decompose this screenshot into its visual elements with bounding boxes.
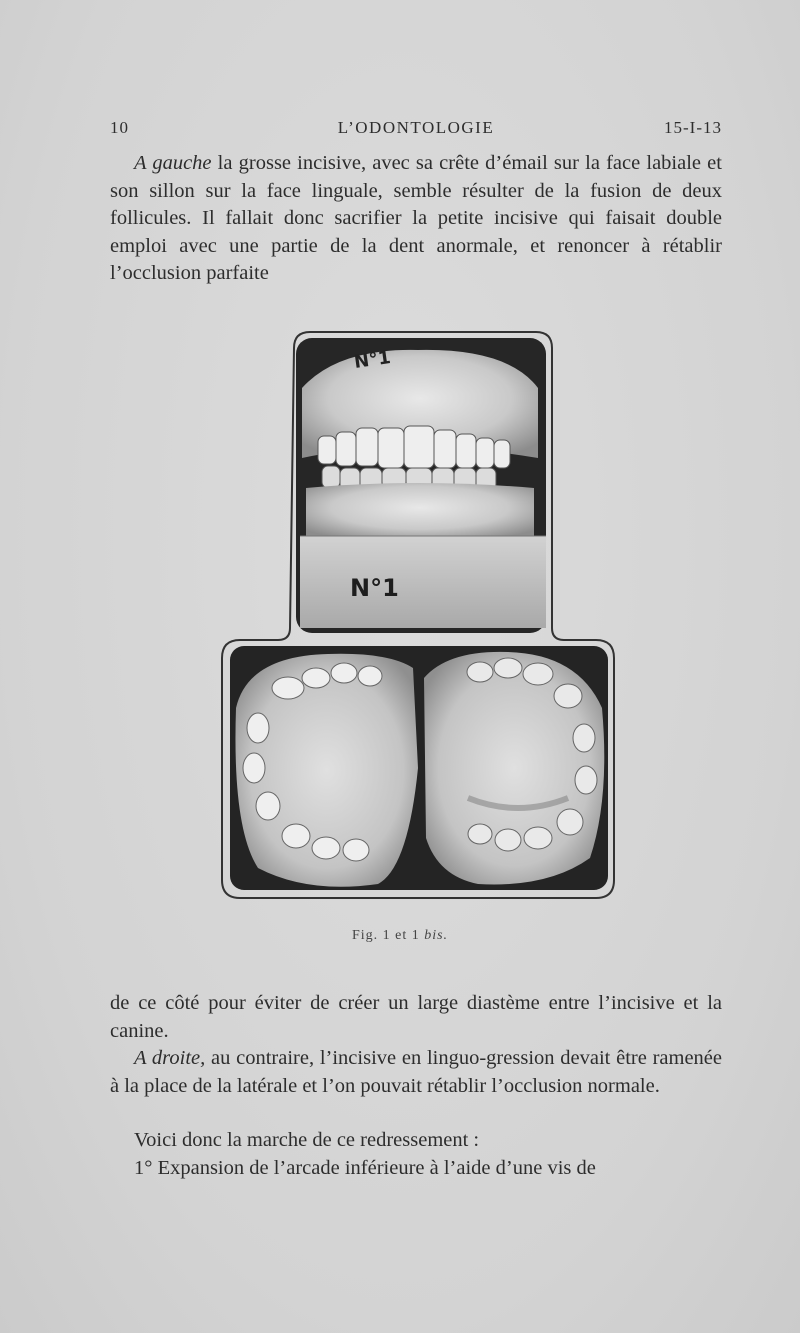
figure-caption [0, 928, 800, 944]
paragraph-step-1: 1° Expansion de l’arcade inférieure à l’aide d’une vis de [134, 1157, 596, 1179]
paragraph-text: au contraire, l’incisive en linguo-gression devait être ramenée à la place de la latérale et l’on pouvait rétablir l’occlusion normale. [110, 1047, 722, 1097]
italic-lead: A droite, [134, 1047, 206, 1069]
journal-title: L’ODONTOLOGIE [337, 118, 495, 137]
paragraph-a-droite [110, 1045, 722, 1100]
paragraph-a-gauche [110, 150, 722, 288]
model-label-base: N°1 [350, 574, 399, 602]
running-head [110, 118, 722, 142]
occlusion-cast-photo [296, 338, 546, 633]
caption-prefix: Fig. 1 et 1 [351, 928, 425, 943]
dental-cast-figure [218, 328, 618, 902]
paragraph-continuation: de ce côté pour éviter de créer un large diastème entre l’incisive et la canine. [110, 992, 722, 1042]
paragraph-procedure-intro: Voici donc la marche de ce redressement : [134, 1129, 480, 1151]
arch-casts-photo [230, 646, 608, 890]
caption-italic: bis. [424, 928, 449, 943]
model-label-top: N°1 [352, 347, 392, 373]
issue-date: 15-I-13 [664, 118, 722, 137]
page-number: 10 [110, 118, 129, 137]
italic-lead: A gauche [134, 152, 212, 174]
paragraph-text: la grosse incisive, avec sa crête d’émail sur la face labiale et son sillon sur la face linguale, semble résulter de la fusion de deux follicules. Il fallait donc sacrifier la petite incisive qui faisait double emploi avec une partie de la dent anormale, et renoncer à rétablir l’occlusion parfaite [110, 152, 722, 285]
